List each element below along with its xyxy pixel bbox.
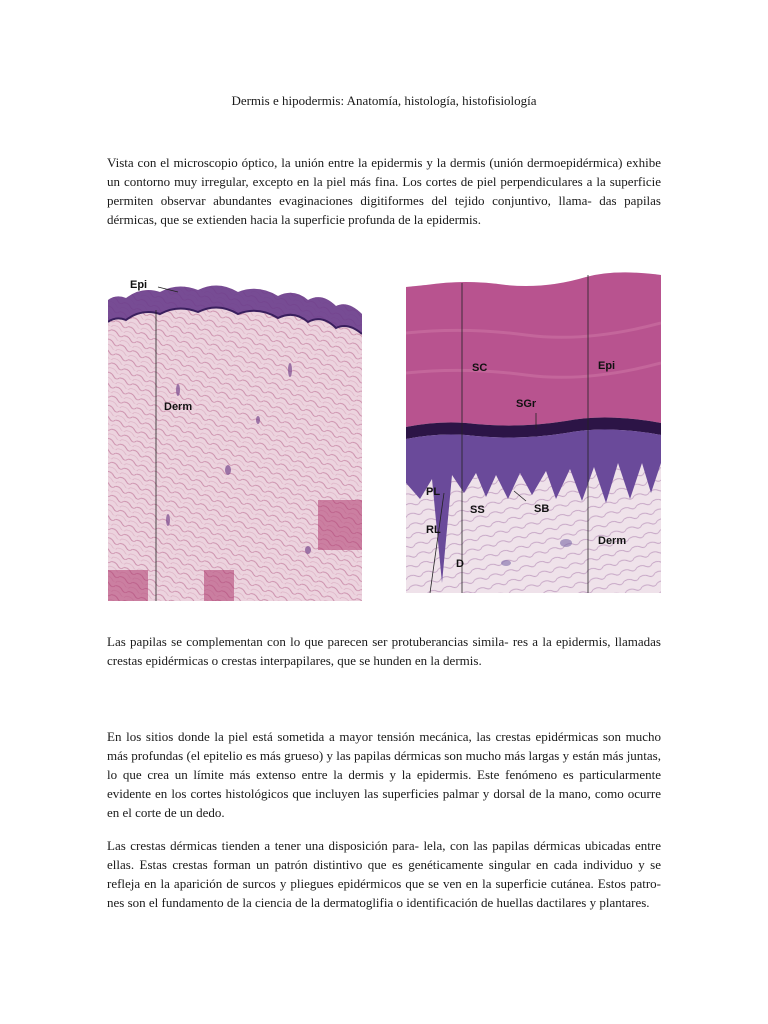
- paragraph-2: Las papilas se complementan con lo que parecen ser protuberancias simila- res a la epidermis, llamadas crestas epidérmicas o crestas interpapilares, que se hunden en la dermis.: [107, 634, 661, 668]
- micrograph-thin-skin: [108, 270, 362, 601]
- micrograph-thick-skin: [406, 263, 661, 593]
- label-sb: SB: [534, 503, 550, 515]
- label-sgr: SGr: [516, 398, 537, 410]
- paragraph-1: Vista con el microscopio óptico, la unión entre la epidermis y la dermis (unión dermoepidérmica) exhibe un contorno muy irregular, excepto en la piel más fina. Los cortes de piel perpendiculares a la superficie permiten observar abundantes evaginaciones digitiformes del tejido conjuntivo, llama- das papilas dérmicas, que se extienden hacia la superficie profunda de la epidermis.: [107, 155, 661, 227]
- label-pl: PL: [426, 486, 441, 498]
- label-derm: Derm: [598, 535, 627, 547]
- label-d: D: [456, 558, 464, 570]
- label-derm: Derm: [164, 401, 193, 413]
- paragraph-4: Las crestas dérmicas tienden a tener una disposición para- lela, con las papilas dérmicas ubicadas entre ellas. Estas crestas forman un patrón distintivo que es genéticamente singular en cada individuo y se refleja en la aparición de surcos y pliegues epidérmicos que se ven en la superficie cutánea. Estos patro- nes son el fundamento de la ciencia de la dermatoglifia o identificación de huellas dactilares y plantares.: [107, 838, 661, 910]
- paragraph-3: En los sitios donde la piel está sometida a mayor tensión mecánica, las crestas epidérmicas son mucho más profundas (el epitelio es más grueso) y las papilas dérmicas son mucho más largas y están más juntas, lo que crea un límite más extenso entre la dermis y la epidermis. Este fenómeno es particularmente evidente en los cortes histológicos que incluyen las superficies palmar y dorsal de la mano, como ocurre en el corte de un dedo.: [107, 729, 661, 820]
- label-sc: SC: [472, 362, 488, 374]
- thin-skin-image: [108, 270, 362, 601]
- label-epi: Epi: [130, 279, 148, 291]
- label-epi: Epi: [598, 360, 616, 372]
- thick-skin-image: [406, 263, 661, 593]
- page-title: Dermis e hipodermis: Anatomía, histología, histofisiología: [231, 93, 537, 108]
- label-rl: RL: [426, 524, 441, 536]
- label-ss: SS: [470, 504, 485, 516]
